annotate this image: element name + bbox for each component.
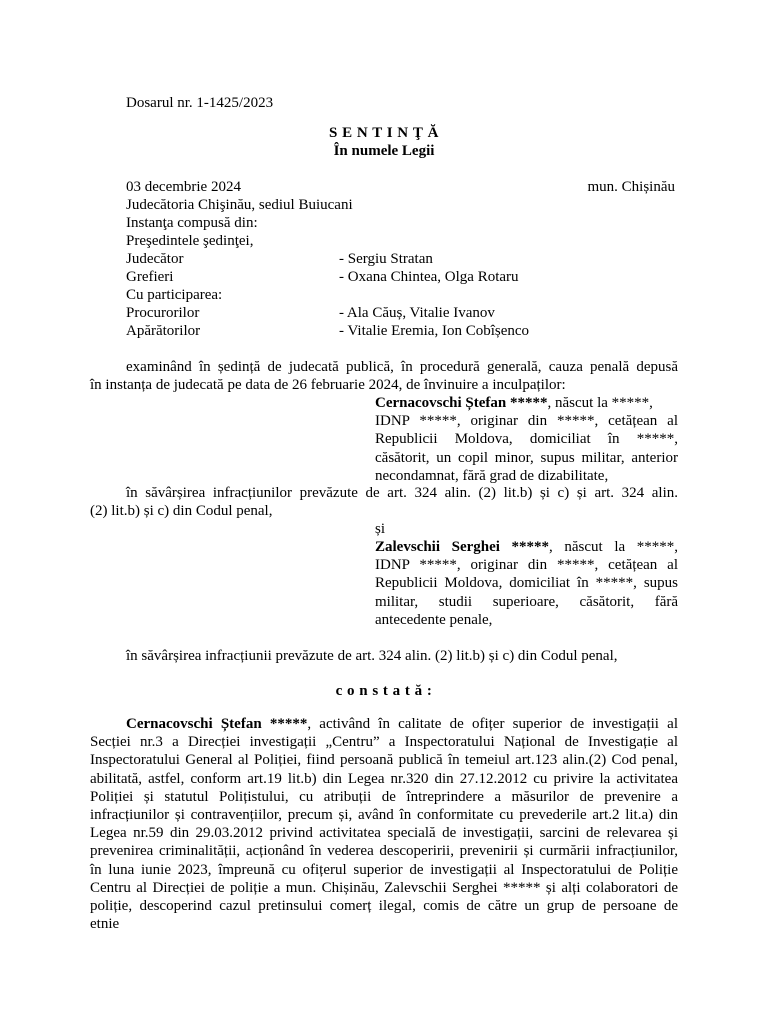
finding-line: Poliției și statutul Polițistului, cu atribuții de întreprindere a măsurilor de prevenire a	[90, 788, 678, 805]
sentence-city: mun. Chișinău	[587, 179, 675, 195]
finding-name: Cernacovschi Ștefan *****	[126, 716, 308, 732]
conjunction: și	[375, 521, 386, 537]
participant-label: Apărătorilor	[126, 323, 201, 339]
defendant2-line: Republicii Moldova, domiciliat în *****, supus	[375, 575, 678, 592]
composition-label: Instanţa compusă din:	[126, 215, 258, 231]
finding-first-rest: , activând în calitate de ofițer superior de investigații al	[307, 716, 678, 732]
finding-line: etnie	[90, 916, 120, 933]
intro-line: în instanța de judecată pe data de 26 februarie 2024, de învinuire a inculpaților:	[90, 377, 566, 394]
finding-heading: c o n s t a t ă :	[335, 683, 433, 699]
defendant2-first-line	[375, 538, 678, 556]
participant-label: Procurorilor	[126, 305, 200, 321]
defendant1-name: Cernacovschi Ștefan *****	[375, 395, 548, 411]
finding-line: Legea nr.59 din 29.03.2012 privind activitatea specială de investigații, sarcini de relevarea și	[90, 825, 678, 842]
intro-paragraph	[90, 358, 678, 394]
president-label: Preşedintele şedinţei,	[126, 233, 254, 249]
defendant2-line: militar, studii superioare, căsătorit, fără	[375, 593, 678, 610]
finding-line: infracțiunilor și contravențiilor, precum și, având în conformitate cu prevederile art.2 lit.a) din	[90, 807, 678, 824]
charge1-line: (2) lit.b) și c) din Codul penal,	[90, 503, 273, 520]
document-title: S E N T I N Ţ Ă	[329, 125, 439, 141]
defendant1-block	[375, 394, 678, 485]
finding-line: poliție, descoperind cazul pretinsului comerț ilegal, comis de către un grup de persoane de	[90, 898, 678, 915]
role-label: Grefieri	[126, 269, 174, 285]
finding-line: Inspectoratului General al Poliției, fiind persoană publică în temeiul art.123 alin.(2) Cod penal,	[90, 752, 678, 769]
finding-line: prevenirea criminalității, acționând în vederea descoperirii, prevenirii și curmării infracțiunilor,	[90, 843, 678, 860]
defendant2-line: antecedente penale,	[375, 611, 493, 628]
defendant2-name: Zalevschii Serghei *****	[375, 539, 550, 555]
document-subtitle: În numele Legii	[333, 143, 435, 159]
defendant1-line: IDNP *****, originar din *****, cetățean al	[375, 413, 678, 430]
finding-paragraph	[90, 715, 678, 933]
participant-row-lawyers	[126, 322, 686, 340]
participant-value: - Vitalie Eremia, Ion Cobîșenco	[339, 323, 530, 339]
charge2-paragraph: în săvârșirea infracțiunii prevăzute de art. 324 alin. (2) lit.b) și c) din Codul penal,	[126, 648, 618, 664]
defendant1-line: necondamnat, fără grad de dizabilitate,	[375, 467, 609, 484]
case-number: Dosarul nr. 1-1425/2023	[126, 95, 274, 111]
defendant2-birth: , născut la *****,	[549, 539, 679, 555]
defendant1-birth: , născut la *****,	[547, 395, 653, 411]
finding-line: Centru al Direcției de poliție a mun. Chișinău, Zalevschii Serghei ***** și alți colaboratori de	[90, 879, 678, 896]
role-label: Judecător	[126, 251, 184, 267]
defendant1-line: Republicii Moldova, domiciliat în *****,	[375, 431, 678, 448]
role-value: - Sergiu Stratan	[339, 251, 433, 267]
intro-line: examinând în ședință de judecată publică, în procedură generală, cauza penală depusă	[126, 359, 678, 375]
defendant2-line: IDNP *****, originar din *****, cetățean al	[375, 557, 678, 574]
role-row-clerks	[126, 268, 686, 286]
court-name: Judecătoria Chişinău, sediul Buiucani	[126, 197, 353, 213]
finding-line: Secției nr.3 a Direcției investigații „Centru” a Inspectoratului Național de Investigație al	[90, 734, 678, 751]
charge1-paragraph	[90, 484, 678, 520]
defendant1-line: căsătorit, un copil minor, supus militar, anterior	[375, 449, 678, 466]
participant-row-prosecutors	[126, 304, 686, 322]
participation-label: Cu participarea:	[126, 287, 223, 303]
finding-line: abilitată, astfel, conform art.19 lit.b) din Legea nr.320 din 27.12.2012 cu privire la activitatea	[90, 770, 678, 787]
role-value: - Oxana Chintea, Olga Rotaru	[339, 269, 519, 285]
finding-line: în luna iunie 2023, împreună cu ofițerul superior de investigații al Inspectoratului de Poliție	[90, 861, 678, 878]
defendant2-block	[375, 538, 678, 629]
participant-value: - Ala Căuș, Vitalie Ivanov	[339, 305, 495, 321]
role-row-judge	[126, 250, 686, 268]
defendant1-first-line	[375, 394, 678, 412]
sentence-date: 03 decembrie 2024	[126, 179, 241, 195]
charge1-line: în săvârșirea infracțiunilor prevăzute de art. 324 alin. (2) lit.b) și c) și art. 324 alin.	[126, 485, 678, 501]
finding-first-line	[90, 715, 678, 733]
